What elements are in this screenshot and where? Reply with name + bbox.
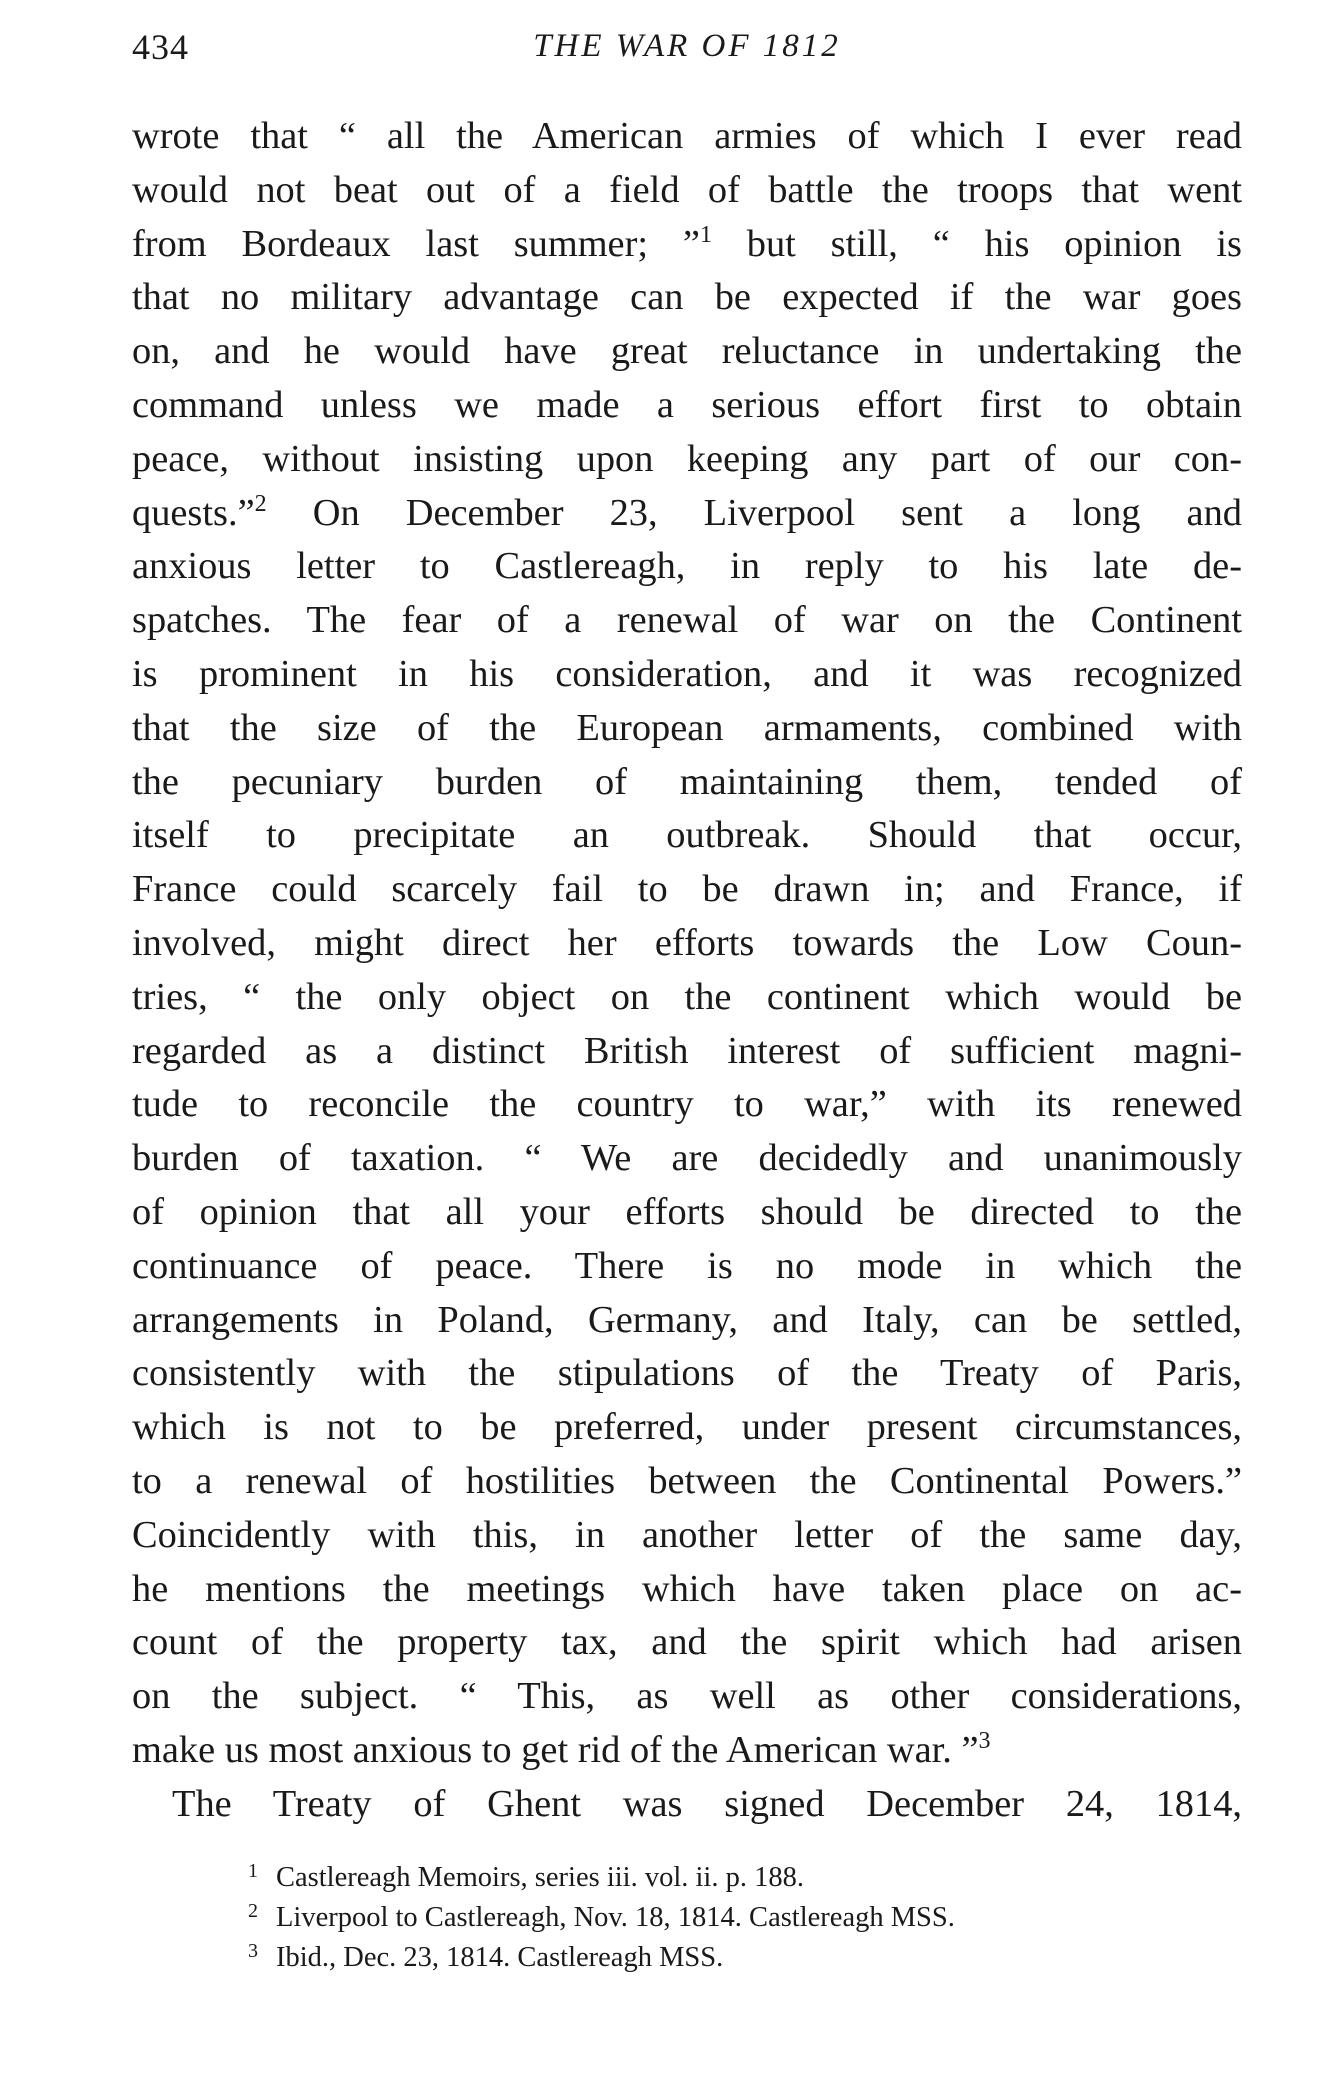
page-header [132, 26, 1242, 76]
text-line: is prominent in his consideration, and it was recognized [132, 652, 1242, 695]
text-line: The Treaty of Ghent was signed December 24, 1814, [172, 1782, 1242, 1825]
text-line: itself to precipitate an outbreak. Should that occur, [132, 814, 1242, 857]
text-line: he mentions the meetings which have taken place on ac- [132, 1567, 1242, 1610]
text-line: regarded as a distinct British interest of sufficient magni- [132, 1029, 1242, 1072]
footnote-ref-3: 3 [978, 1727, 991, 1754]
text-line: consistently with the stipulations of the Treaty of Paris, [132, 1352, 1242, 1395]
text-line: continuance of peace. There is no mode in which the [132, 1244, 1242, 1287]
footnotes [248, 1858, 1198, 1978]
footnote-ref-1: 1 [699, 221, 712, 248]
footnote-ref-2: 2 [254, 490, 267, 517]
text-line: wrote that “ all the American armies of which I ever read [132, 115, 1242, 157]
text-line: which is not to be preferred, under present circumstances, [132, 1406, 1242, 1449]
text-line: arrangements in Poland, Germany, and Italy, can be settled, [132, 1298, 1242, 1341]
text-line: anxious letter to Castlereagh, in reply to his late de- [132, 545, 1242, 588]
text-line: would not beat out of a field of battle the troops that went [132, 168, 1242, 211]
text-line: command unless we made a serious effort first to obtain [132, 383, 1242, 426]
text-line: peace, without insisting upon keeping any part of our con- [132, 437, 1242, 480]
text-line: of opinion that all your efforts should be directed to the [132, 1190, 1242, 1233]
footnote-text: Castlereagh Memoirs, series iii. vol. ii. p. 188. [276, 1862, 804, 1893]
text-line: on the subject. “ This, as well as other considerations, [132, 1675, 1242, 1718]
footnote: 1 Castlereagh Memoirs, series iii. vol. ii. p. 188. [248, 1860, 804, 1893]
text-line: count of the property tax, and the spirit which had arisen [132, 1621, 1242, 1664]
text-line: Coincidently with this, in another letter of the same day, [132, 1513, 1242, 1556]
text-line: quests.”$^2$ On December 23, Liverpool sent a long and [132, 490, 1242, 534]
text-line: burden of taxation. “ We are decidedly and unanimously [132, 1137, 1242, 1180]
footnote-text: Liverpool to Castlereagh, Nov. 18, 1814. Castlereagh MSS. [276, 1902, 955, 1933]
text-line: tries, “ the only object on the continent which would be [132, 975, 1242, 1018]
text-line: the pecuniary burden of maintaining them, tended of [132, 760, 1242, 803]
text-line: from Bordeaux last summer; ”$^1$ but still, “ his opinion is [132, 221, 1242, 265]
footnote: 2 Liverpool to Castlereagh, Nov. 18, 1814. Castlereagh MSS. [248, 1900, 955, 1933]
running-title: THE WAR OF 1812 [533, 28, 841, 64]
text-line: that the size of the European armaments, combined with [132, 706, 1242, 749]
text-line: that no military advantage can be expected if the war goes [132, 276, 1242, 319]
text-line: France could scarcely fail to be drawn in; and France, if [132, 868, 1242, 911]
text-line: on, and he would have great reluctance in undertaking the [132, 330, 1242, 373]
text-line: to a renewal of hostilities between the Continental Powers.” [132, 1459, 1242, 1502]
body-text [132, 110, 1242, 1832]
text-line: involved, might direct her efforts towards the Low Coun- [132, 921, 1242, 964]
text-line: spatches. The fear of a renewal of war on the Continent [132, 599, 1242, 642]
page-number: 434 [132, 27, 189, 67]
footnote: 3 Ibid., Dec. 23, 1814. Castlereagh MSS. [248, 1940, 724, 1973]
text-line: tude to reconcile the country to war,” with its renewed [132, 1083, 1242, 1126]
footnote-text: Ibid., Dec. 23, 1814. Castlereagh MSS. [276, 1942, 724, 1973]
text-line: make us most anxious to get rid of the American war. ”$^3$ [132, 1727, 991, 1771]
